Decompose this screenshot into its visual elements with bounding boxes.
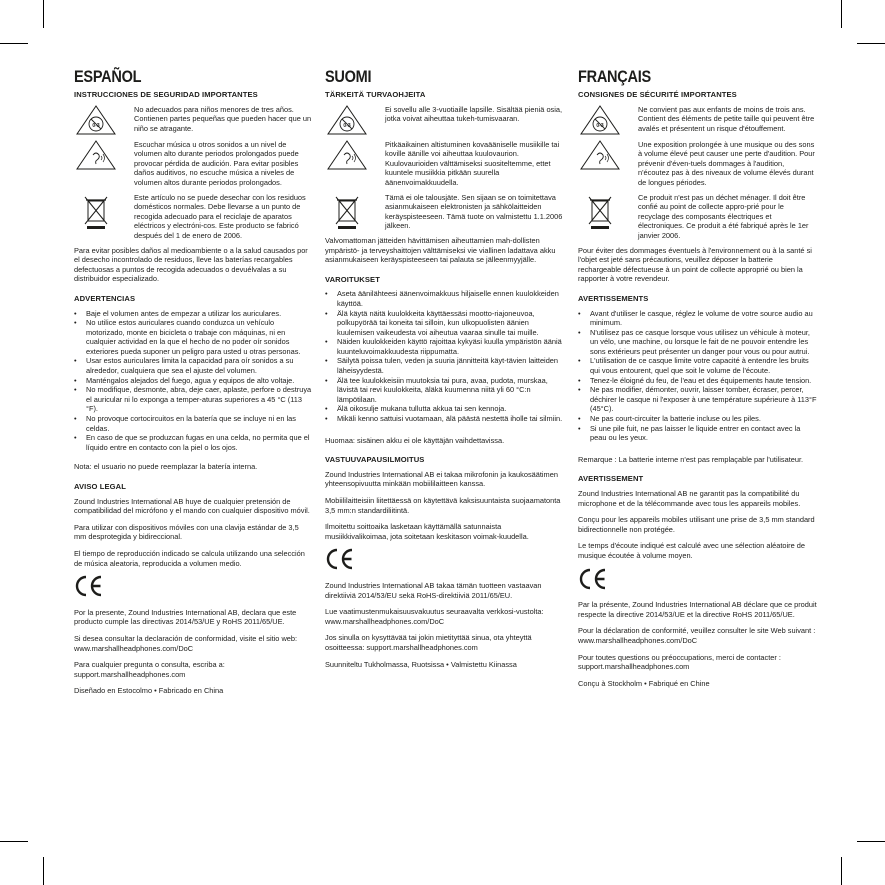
legal-paragraph: Ilmoitettu soittoaika lasketaan käyttämällä satunnaista musiikkivalikoimaa, jota soitetaan keskitason voimak-kuudella. [325, 522, 529, 541]
legal-heading: VASTUUVAPAUSILMOITUS [325, 455, 425, 465]
safety-item-text: Este artículo no se puede desechar con los residuos domésticos normales. Debe llevarse a un punto de recogida adecuado para el reciclaje de aparatos eléctricos y electróni-cos. Este producto se fabricó después del 1 de enero de 2006. [134, 192, 306, 240]
warning-item: • Tenez-le éloigné du feu, de l'eau et des équipements haute tension. [578, 376, 817, 386]
legal-paragraph: Le temps d'écoute indiqué est calculé avec une sélection aléatoire de musique écoutée à volume moyen. [578, 541, 805, 560]
support-text: Jos sinulla on kysyttävää tai jokin mietityttää sinua, ota yhteyttä osoitteessa: support.marshallheadphones.com [325, 633, 532, 652]
safety-item-text: Une exposition prolongée à une musique ou des sons à volume élevé peut causer une perte d'audition. Pour prévenir d'éven-tuels dommages à l'audition, n'écoutez pas à des niveaux de volume élevés durant de longues périodes. [638, 139, 815, 187]
safety-item [325, 105, 564, 135]
safety-item [578, 140, 817, 188]
weee-bin-icon [327, 193, 367, 231]
environment-text: Valvomattoman jätteiden hävittämisen aiheuttamien mah-dollisten ympäristö- ja terveyshaittojen välttämiseksi vie viallinen ladattava akku asianmukaiseen keräyspisteeseen tai palauta se jälleenmyyjälle. [325, 235, 556, 265]
warning-item: • Avant d'utiliser le casque, réglez le volume de votre source audio au minimum. [578, 309, 817, 328]
warnings-list [74, 309, 313, 453]
hearing-warning-icon [76, 140, 116, 170]
safety-item-text: Tämä ei ole talousjäte. Sen sijaan se on toimitettava asianmukaiseen elektronisten ja sähkölaitteiden keräyspisteeseen. Tämä tuote on valmistettu 1.1.2006 jälkeen. [385, 192, 563, 231]
origin-text: Conçu à Stockholm • Fabriqué en Chine [578, 678, 710, 688]
warning-item: • No provoque cortocircuitos en la batería que se incluye ni en las celdas. [74, 414, 313, 433]
support-text: Para cualquier pregunta o consulta, escriba a: support.marshallheadphones.com [74, 660, 225, 679]
warning-item: • Ne pas modifier, démonter, ouvrir, laisser tomber, écraser, percer, déchirer le casque ni l'exposer à une température supérieure à 113°F (45°C). [578, 385, 817, 414]
warnings-heading: AVERTISSEMENTS [578, 293, 649, 303]
crop-mark [841, 857, 842, 885]
hearing-warning-icon [327, 140, 367, 170]
doc-url-text: Lue vaatimustenmukaisuusvakuutus seuraavalta verkkosi-vustolta: www.marshallheadphones.com/DoC [325, 607, 544, 626]
warnings-heading: VAROITUKSET [325, 274, 380, 284]
crop-mark [857, 43, 885, 44]
doc-url-text: Pour la déclaration de conformité, veuillez consulter le site Web suivant : www.marshallheadphones.com/DoC [578, 626, 816, 645]
legal-paragraph: Zound Industries International AB huye de cualquier pretensión de compatibilidad del micrófono y el mando con cualquier dispositivo móvil. [74, 496, 310, 516]
language-heading: ESPAÑOL [74, 68, 142, 86]
declaration-text: Zound Industries International AB takaa tämän tuotteen vastaavan direktiiviä 2014/53/EU sekä RoHS-direktiiviä 2011/65/EU. [325, 580, 542, 600]
age-warning-icon [76, 105, 116, 135]
column-finnish [325, 68, 564, 676]
declaration-text: Por la presente, Zound Industries International AB, declara que este producto cumple las directivas 2014/53/UE y RoHS 2011/65/UE. [74, 607, 297, 627]
crop-mark [0, 43, 28, 44]
battery-note: Nota: el usuario no puede reemplazar la batería interna. [74, 462, 258, 472]
legal-paragraph: Mobiililaitteisiin liitettäessä on käytettävä kaksisuuntaista suojaamatonta 3,5 mm:n standardiliitintä. [325, 496, 561, 515]
hearing-warning-icon [580, 140, 620, 170]
svg-text:0-3: 0-3 [92, 122, 100, 129]
safety-heading: CONSIGNES DE SÉCURITÉ IMPORTANTES [578, 90, 737, 99]
doc-url-text: Si desea consultar la declaración de conformidad, visite el sitio web: www.marshallheadphones.com/DoC [74, 633, 298, 653]
language-heading: SUOMI [325, 68, 372, 86]
origin-text: Suunniteltu Tukholmassa, Ruotsissa • Valmistettu Kiinassa [325, 659, 517, 669]
warning-item: • Mikäli kenno sattuisi vuotamaan, älä päästä nestettä iholle tai silmiin. [325, 414, 564, 424]
warning-item: • Älä oikosulje mukana tullutta akkua tai sen kennoja. [325, 404, 564, 414]
ce-mark-icon [578, 568, 817, 593]
legal-heading: AVISO LEGAL [74, 482, 127, 491]
battery-note: Huomaa: sisäinen akku ei ole käyttäjän vaihdettavissa. [325, 435, 505, 445]
legal-paragraph: Zound Industries International AB ei takaa mikrofonin ja kaukosäätimen yhteensopivuutta minkään mobiililaitteen kanssa. [325, 469, 558, 489]
warning-item: • Baje el volumen antes de empezar a utilizar los auriculares. [74, 309, 313, 319]
safety-item [578, 193, 817, 241]
warning-item: • Si une pile fuit, ne pas laisser le liquide entrer en contact avec la peau ou les yeux. [578, 424, 817, 443]
safety-item-text: Escuchar música u otros sonidos a un nivel de volumen alto durante periodos prolongados puede provocar pérdida de audición. Para evitar posibles daños auditivos, no escuche música a niveles de volumen altos durante periodos prolongados. [134, 139, 299, 187]
warnings-list [325, 289, 564, 423]
safety-heading: TÄRKEITÄ TURVAOHJEITA [325, 90, 426, 99]
ce-mark-icon [74, 575, 313, 600]
warning-item: • Näiden kuulokkeiden käyttö rajoittaa kykyäsi kuulla ympäristön ääniä kuunteluvoimakkuudesta riippumatta. [325, 337, 564, 356]
language-heading: FRANÇAIS [578, 68, 651, 86]
safety-heading: INSTRUCCIONES DE SEGURIDAD IMPORTANTES [74, 90, 258, 99]
column-french [578, 68, 817, 695]
warnings-heading: ADVERTENCIAS [74, 293, 136, 303]
crop-mark [0, 841, 28, 842]
safety-item-text: No adecuados para niños menores de tres años. Contienen partes pequeñas que pueden hacer que un niño se atragante. [134, 104, 312, 133]
warning-item: • Manténgalos alejados del fuego, agua y equipos de alto voltaje. [74, 376, 313, 386]
warning-item: • Älä käytä näitä kuulokkeita käyttäessäsi mootto-riajoneuvoa, polkupyörää tai koneita tai silloin, kun ulkopuolisten äänien kuulemisen vaikeudesta voi aiheutua vaaraa sinulle tai muille. [325, 309, 564, 338]
safety-item-text: Pitkäaikainen altistuminen kovaäänisellе musiikille tai koville äänille voi aiheuttaa kuulovauriоn. Kuulovaurioiden välttämiseksi suositeltemme, ettet kuuntele musiikkia pitkään suurella äänenvoimakkuudella. [385, 139, 560, 187]
crop-mark [857, 841, 885, 842]
legal-paragraph: Conçu pour les appareils mobiles utilisant une prise de 3,5 mm standard bidirectionnelle non protégée. [578, 515, 815, 534]
crop-mark [43, 0, 44, 28]
column-spanish [74, 68, 313, 703]
warning-item: • N'utilisez pas ce casque lorsque vous utilisez un véhicule à moteur, un vélo, une machine, ou lorsque le fait de ne pouvoir entendre les sons extérieurs peut présenter un danger pour vous ou pour autrui. [578, 328, 817, 357]
warning-item: • No modifique, desmonte, abra, deje caer, aplaste, perfore o destruya el auricular ni lo exponga a temper-aturas superiores a 45 °C (113 °F). [74, 385, 313, 414]
crop-mark [841, 0, 842, 28]
svg-text:0-3: 0-3 [343, 122, 351, 129]
safety-item [578, 105, 817, 135]
svg-text:0-3: 0-3 [596, 122, 604, 129]
warning-item: • En caso de que se produzcan fugas en una celda, no permita que el líquido entre en contacto con la piel o los ojos. [74, 433, 313, 452]
safety-item [74, 105, 313, 135]
environment-text: Pour éviter des dommages éventuels à l'environnement ou à la santé si l'objet est jeté sans précautions, veuillez déposer la batterie rechargeable défectueuse à un point de collecte approprié ou bien la rapporter à votre revendeur. [578, 245, 812, 284]
environment-text: Para evitar posibles daños al medioambiente o a la salud causados por el desecho incontrolado de residuos, lleve las baterías recargables defectuosas a puntos de recogida adecuados o devuélvalas a su distribuidor especializado. [74, 245, 308, 284]
battery-note: Remarque : La batterie interne n'est pas remplaçable par l'utilisateur. [578, 454, 804, 464]
weee-bin-icon [76, 193, 116, 231]
legal-heading: AVERTISSEMENT [578, 474, 644, 484]
safety-item-text: Ce produit n'est pas un déchet ménager. Il doit être confié au point de collecte appro-prié pour le recyclage des composants électriques et électroniques. Ce produit a été fabriqué après le 1er janvier 2006. [638, 192, 809, 240]
age-warning-icon [580, 105, 620, 135]
legal-paragraph: Zound Industries International AB ne garantit pas la compatibilité du microphone et de la télécommande avec tous les appareils mobiles. [578, 489, 801, 508]
warning-item: • Älä tee kuulokkeisiin muutoksia tai pura, avaa, pudota, murskaa, lävistä tai revi kuulokkeita, äläkä kuumenna niitä yli 60 °C:n lämpötilaan. [325, 376, 564, 405]
safety-item [325, 140, 564, 188]
warning-item: • Säilytä poissa tulen, veden ja suuria jännitteitä käyt-tävien laitteiden läheisyydestä. [325, 356, 564, 375]
safety-item [74, 193, 313, 241]
safety-item [74, 140, 313, 188]
legal-paragraph: El tiempo de reproducción indicado se calcula utilizando una selección de música aleatoria, reproducida a volumen medio. [74, 548, 305, 568]
crop-mark [43, 857, 44, 885]
support-text: Pour toutes questions ou préoccupations, merci de contacter : support.marshallheadphones.com [578, 652, 781, 672]
warning-item: • Aseta äänilähteesi äänenvoimakkuus hiljaiselle ennen kuulokkeiden käyttöä. [325, 289, 564, 308]
safety-item [325, 193, 564, 231]
safety-item-text: Ne convient pas aux enfants de moins de trois ans. Contient des éléments de petite taille qui peuvent être avalés et présentent un risque d'étouffement. [638, 104, 815, 133]
warning-item: • L'utilisation de ce casque limite votre capacité à entendre les bruits qui vous entourent, quel que soit le volume de l'écoute. [578, 356, 817, 375]
warning-item: • Usar estos auriculares limita la capacidad para oír sonidos a su alrededor, cualquiera que sea el ajuste del volumen. [74, 356, 313, 375]
origin-text: Diseñado en Estocolmo • Fabricado en China [74, 686, 224, 696]
warning-item: • No utilice estos auriculares cuando conduzca un vehículo motorizado, monte en bicicleta o trabaje con máquinas, ni en cualquier actividad en la que el hecho de no poder oír sonidos exteriores pueda suponer un peligro para usted u otras personas. [74, 318, 313, 356]
legal-paragraph: Para utilizar con dispositivos móviles con una clavija estándar de 3,5 mm desprotegida y bidireccional. [74, 522, 299, 542]
weee-bin-icon [580, 193, 620, 231]
warnings-list [578, 309, 817, 443]
declaration-text: Par la présente, Zound Industries International AB déclare que ce produit respecte la directive 2014/53/UE et la directive RoHS 2011/65/UE. [578, 600, 817, 619]
age-warning-icon [327, 105, 367, 135]
ce-mark-icon [325, 548, 564, 573]
safety-item-text: Ei sovellu alle 3-vuotiaille lapsille. Sisältää pieniä osia, jotka voivat aiheuttaa tukeh-tumisvaaran. [385, 104, 563, 124]
warning-item: • Ne pas court-circuiter la batterie incluse ou les piles. [578, 414, 817, 424]
